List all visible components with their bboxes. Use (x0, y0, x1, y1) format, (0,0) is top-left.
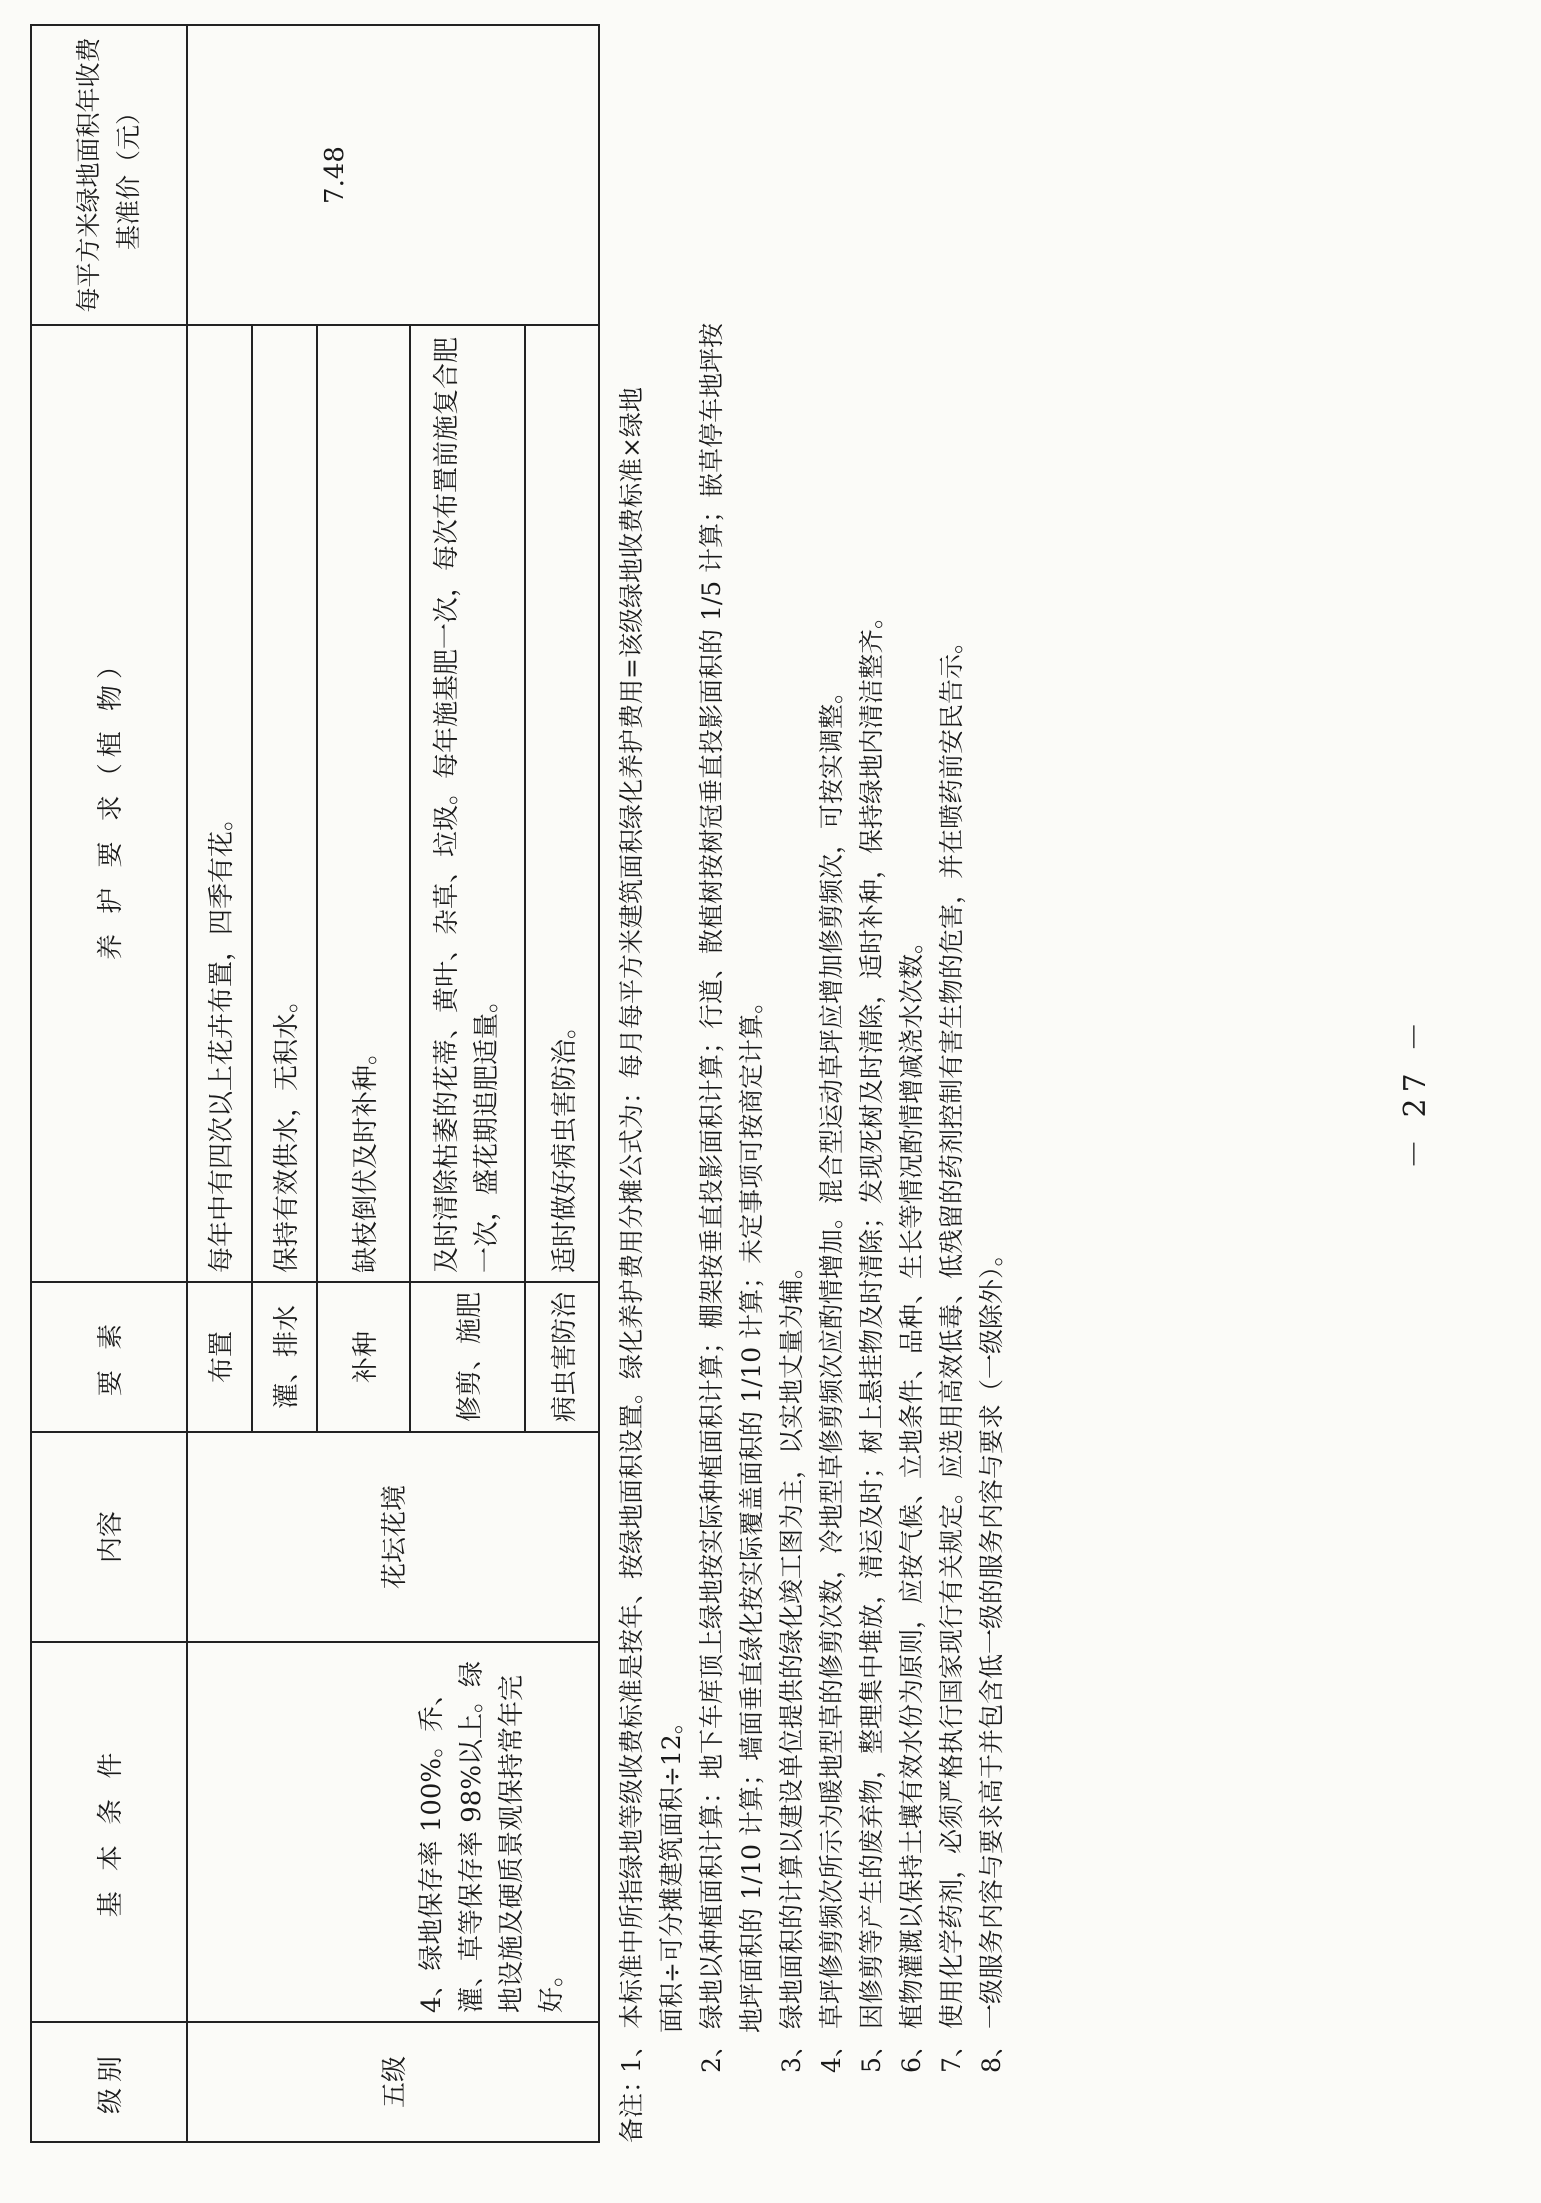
list-item (612, 43, 692, 2143)
list-item (692, 43, 772, 2143)
note-text: 地坪面积的 1/10 计算；墙面垂直绿化按实际覆盖面积的 1/10 计算；未定事项可按商定计算。 (737, 988, 766, 2033)
note-number: 6、 (897, 2032, 926, 2073)
element-cell: 布置 (187, 1282, 252, 1432)
header-level: 级别 (31, 2022, 187, 2142)
header-content: 内容 (31, 1432, 187, 1642)
list-item (772, 43, 812, 2143)
note-number: 2、 (697, 2032, 726, 2073)
notes-section (612, 43, 1012, 2143)
note-number: 3、 (777, 2032, 806, 2073)
note-number: 7、 (937, 2032, 966, 2073)
table-header-row (31, 25, 187, 2142)
list-item (932, 43, 972, 2143)
page-number: － 27 － (1398, 1015, 1433, 1169)
conditions-cell: 4、绿地保存率 100%。乔、灌、草等保存率 98%以上。绿地设施及硬质景观保持常年完好。 (187, 1642, 599, 2022)
list-item (972, 43, 1012, 2143)
note-text: 面积÷可分摊建筑面积÷12。 (657, 1709, 686, 2033)
list-item (812, 43, 852, 2143)
note-text: 植物灌溉以保持土壤有效水份为原则，应按气候、立地条件、品种、生长等情况酌情增减浇水次数。 (897, 928, 926, 2029)
requirement-cell: 适时做好病虫害防治。 (525, 325, 599, 1282)
list-item (892, 43, 932, 2143)
note-number: 4、 (817, 2032, 846, 2073)
header-requirements: 养 护 要 求（植 物） (31, 325, 187, 1282)
note-text: 一级服务内容与要求高于并包含低一级的服务内容与要求（一级除外）。 (977, 1241, 1006, 2029)
requirement-cell: 及时清除枯萎的花蒂、黄叶、杂草、垃圾。每年施基肥一次，每次布置前施复合肥一次，盛花期追肥适量。 (410, 325, 526, 1282)
note-text: 草坪修剪频次所示为暖地型草的修剪次数，冷地型草修剪频次应酌情增加。混合型运动草坪应增加修剪频次，可按实调整。 (817, 678, 846, 2029)
note-text: 绿地面积的计算以建设单位提供的绿化竣工图为主，以实地丈量为辅。 (777, 1253, 806, 2029)
element-cell: 灌、排水 (252, 1282, 317, 1432)
note-number: 5、 (857, 2032, 886, 2073)
note-text: 因修剪等产生的废弃物，整理集中堆放，清运及时；树上悬挂物及时清除；发现死树及时清除，适时补种，保持绿地内清洁整齐。 (857, 603, 886, 2029)
level-cell: 五级 (187, 2022, 599, 2142)
element-cell: 病虫害防治 (525, 1282, 599, 1432)
element-cell: 修剪、施肥 (410, 1282, 526, 1432)
content-cell: 花坛花境 (187, 1432, 599, 1642)
element-cell: 补种 (317, 1282, 410, 1432)
price-cell: 7.48 (187, 25, 599, 325)
requirement-cell: 每年中有四次以上花卉布置，四季有花。 (187, 325, 252, 1282)
header-conditions: 基 本 条 件 (31, 1642, 187, 2022)
note-number: 1、 (617, 2032, 646, 2073)
header-elements: 要 素 (31, 1282, 187, 1432)
requirement-cell: 缺枝倒伏及时补种。 (317, 325, 410, 1282)
header-price: 每平方米绿地面积年收费基准价（元） (31, 25, 187, 325)
note-text: 本标准中所指绿地等级收费标准是按年、按绿地面积设置。绿化养护费用分摊公式为：每月每平方米建筑面积绿化养护费用=该级绿地收费标准×绿地 (617, 387, 646, 2029)
list-item (852, 43, 892, 2143)
note-text: 绿地以种植面积计算：地下车库顶上绿地按实际种植面积计算；棚架按垂直投影面积计算；行道、散植树按树冠垂直投影面积的 1/5 计算；嵌草停车地坪按 (697, 322, 726, 2029)
note-text: 使用化学药剂，必须严格执行国家现行有关规定。应选用高效低毒、低残留的药剂控制有害生物的危害，并在喷药前安民告示。 (937, 628, 966, 2029)
requirement-cell: 保持有效供水，无积水。 (252, 325, 317, 1282)
maintenance-standard-table (30, 24, 600, 2143)
table-row (187, 25, 252, 2142)
note-number: 8、 (977, 2032, 1006, 2073)
notes-label: 备注： (617, 2067, 646, 2143)
